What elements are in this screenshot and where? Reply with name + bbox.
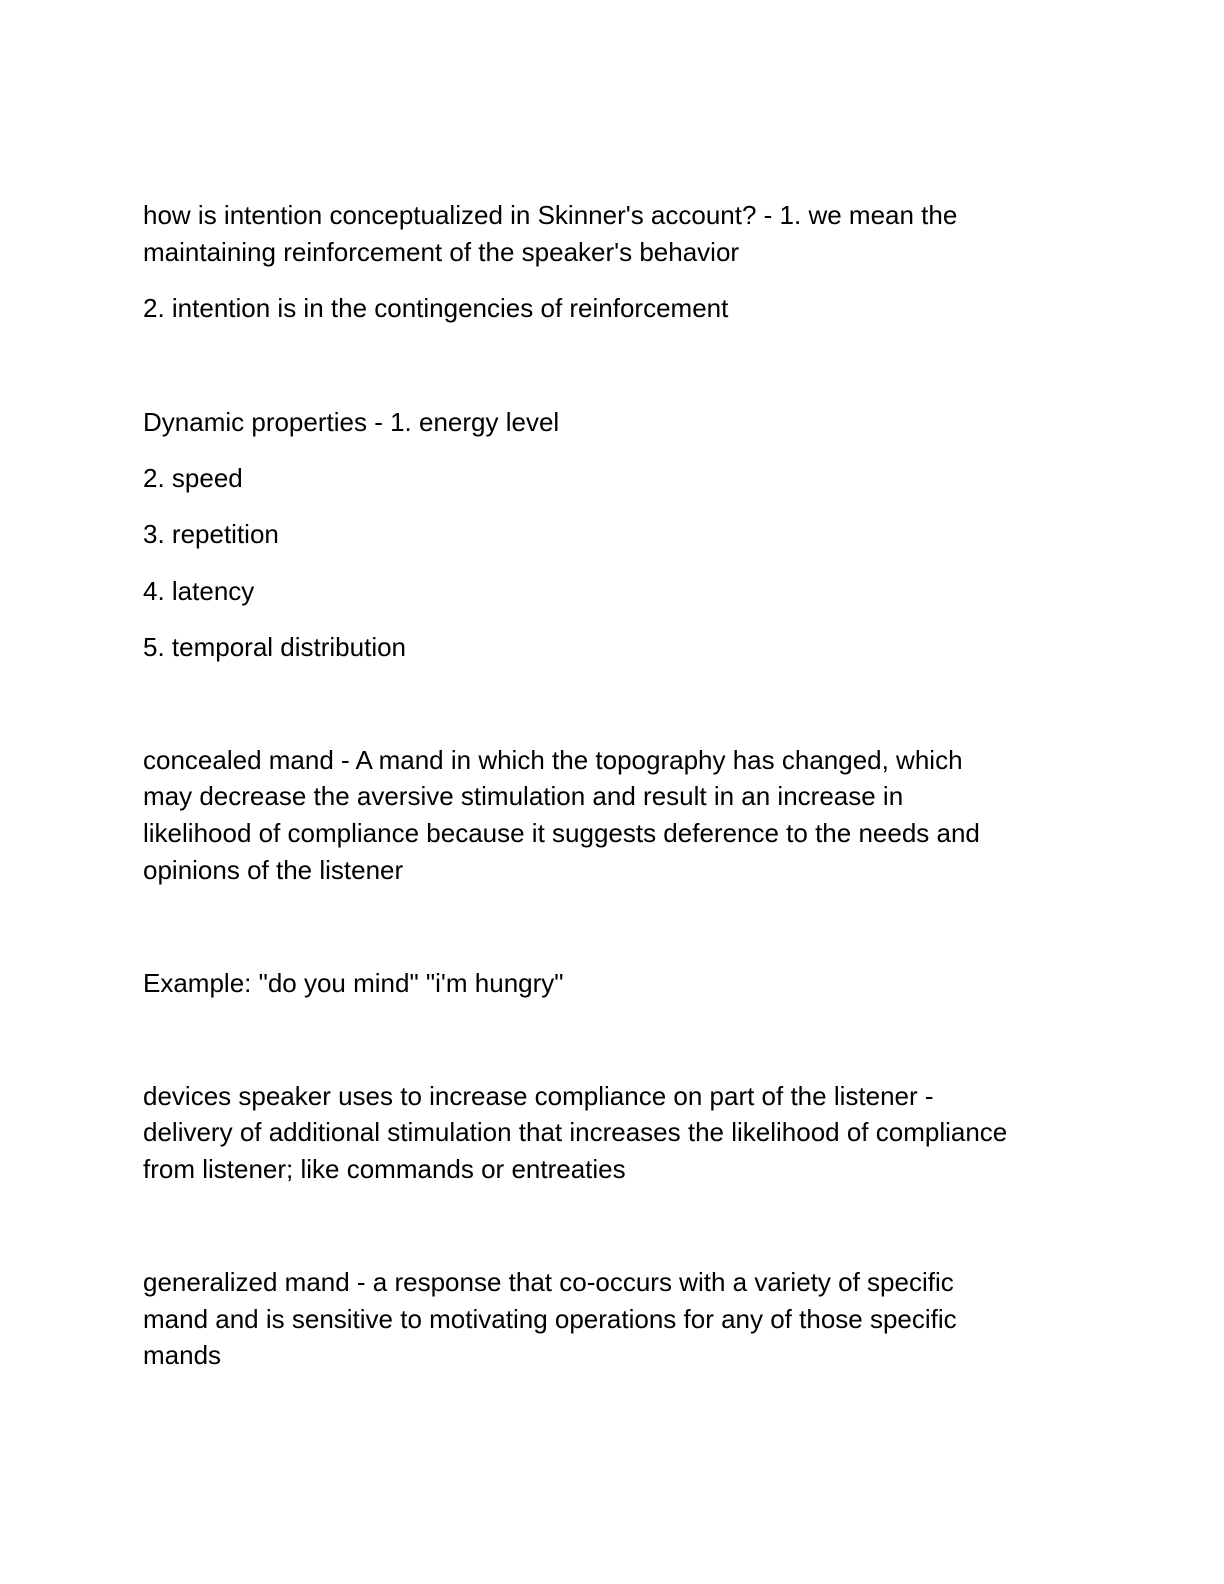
text-line: 2. intention is in the contingencies of reinforcement — [143, 293, 729, 323]
text-line: generalized mand - a response that co-occurs with a variety of specific — [143, 1267, 954, 1297]
text-line: mand and is sensitive to motivating operations for any of those specific — [143, 1304, 957, 1334]
text-line: delivery of additional stimulation that increases the likelihood of compliance — [143, 1117, 1008, 1147]
text-line: opinions of the listener — [143, 855, 404, 885]
text-line: Example: "do you mind" "i'm hungry" — [143, 968, 564, 998]
text-line: 4. latency — [143, 576, 255, 606]
text-line: mands — [143, 1340, 222, 1370]
text-line: concealed mand - A mand in which the topography has changed, which — [143, 745, 963, 775]
text-line: 3. repetition — [143, 519, 279, 549]
text-line: how is intention conceptualized in Skinner's account? - 1. we mean the — [143, 200, 958, 230]
text-line: 2. speed — [143, 463, 243, 493]
text-line: devices speaker uses to increase compliance on part of the listener - — [143, 1081, 934, 1111]
text-line: from listener; like commands or entreaties — [143, 1154, 626, 1184]
text-line: 5. temporal distribution — [143, 632, 407, 662]
text-line: may decrease the aversive stimulation and result in an increase in — [143, 781, 904, 811]
text-line: maintaining reinforcement of the speaker's behavior — [143, 237, 740, 267]
text-line: Dynamic properties - 1. energy level — [143, 407, 560, 437]
text-line: likelihood of compliance because it suggests deference to the needs and — [143, 818, 980, 848]
